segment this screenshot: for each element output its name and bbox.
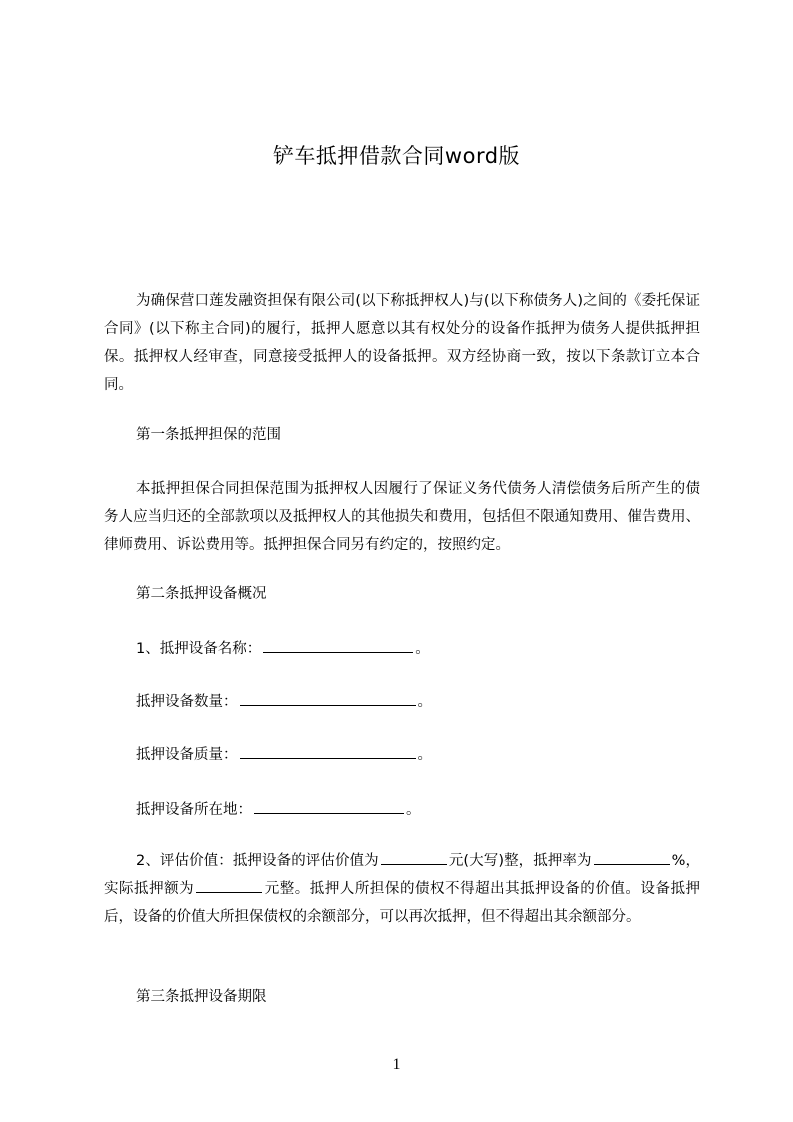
valuation-text-4: 元整。抵押人所担保的债权不得超出其抵押设备的价值。设备抵押后，设备的价值大所担保债权的余额部分，可以再次抵押，但不得超出其余额部分。 xyxy=(104,881,700,925)
equipment-quality-blank[interactable] xyxy=(240,742,416,759)
intro-paragraph: 为确保营口莲发融资担保有限公司(以下称抵押权人)与(以下称债务人)之间的《委托保证合同》(以下称主合同)的履行，抵押人愿意以其有权处分的设备作抵押为债务人提供抵押担保。抵押权人经审查，同意接受抵押人的设备抵押。双方经协商一致，按以下条款订立本合同。 xyxy=(104,293,700,393)
equipment-name-blank[interactable] xyxy=(263,636,413,653)
equipment-quantity-line xyxy=(136,688,432,716)
equipment-quality-end: 。 xyxy=(417,747,432,763)
valuation-paragraph xyxy=(104,847,700,931)
document-title: 铲车抵押借款合同word版 xyxy=(272,144,521,168)
article-2-heading: 第二条抵押设备概况 xyxy=(136,586,267,602)
equipment-quality-label: 抵押设备质量： xyxy=(136,747,238,763)
mortgage-amount-blank[interactable] xyxy=(196,876,262,893)
equipment-location-label: 抵押设备所在地： xyxy=(136,802,252,818)
equipment-name-line xyxy=(136,635,430,663)
equipment-quantity-label: 抵押设备数量： xyxy=(136,694,238,710)
article-3-heading: 第三条抵押设备期限 xyxy=(136,989,267,1005)
mortgage-rate-blank[interactable] xyxy=(594,848,670,865)
valuation-text-3: %，实际抵押额为 xyxy=(104,853,700,897)
equipment-location-line xyxy=(136,796,421,824)
equipment-quantity-blank[interactable] xyxy=(240,689,416,706)
equipment-quantity-end: 。 xyxy=(417,694,432,710)
valuation-text-1: 2、评估价值：抵押设备的评估价值为 xyxy=(136,853,379,869)
equipment-location-end: 。 xyxy=(406,802,421,818)
assessed-value-blank[interactable] xyxy=(381,848,447,865)
equipment-name-end: 。 xyxy=(415,641,430,657)
page-number: 1 xyxy=(392,1056,401,1073)
equipment-name-label: 1、抵押设备名称： xyxy=(136,641,262,657)
valuation-text-2: 元(大写)整，抵押率为 xyxy=(448,853,592,869)
equipment-location-blank[interactable] xyxy=(254,797,404,814)
equipment-quality-line xyxy=(136,741,432,769)
article-1-heading: 第一条抵押担保的范围 xyxy=(136,427,281,443)
article-1-paragraph: 本抵押担保合同担保范围为抵押权人因履行了保证义务代债务人清偿债务后所产生的债务人应当归还的全部款项以及抵押权人的其他损失和费用，包括但不限通知费用、催告费用、律师费用、诉讼费用等。抵押担保合同另有约定的，按照约定。 xyxy=(104,481,700,553)
